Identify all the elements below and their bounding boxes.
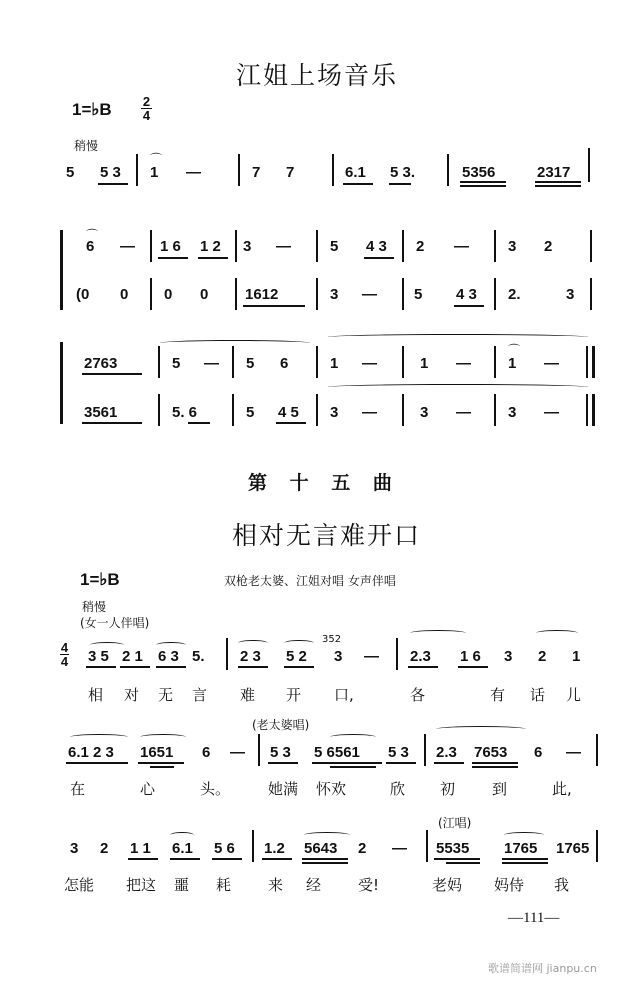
note: 2 1: [122, 648, 143, 665]
underline: [472, 762, 518, 764]
note: 7: [252, 164, 261, 181]
note: 1: [330, 355, 339, 372]
note: —: [454, 238, 469, 255]
note: —: [544, 404, 559, 421]
tie: [328, 334, 588, 340]
note: 5643: [304, 840, 338, 857]
note: 3: [334, 648, 343, 665]
barline: [232, 346, 234, 378]
note: 3: [504, 648, 513, 665]
lyric: 经: [306, 876, 322, 894]
note: 5 2: [286, 648, 307, 665]
barline: [402, 394, 404, 426]
note: 2.3: [410, 648, 431, 665]
note: 1 6: [160, 238, 181, 255]
note: —: [392, 840, 407, 857]
underline: [454, 305, 484, 307]
note: 2.: [508, 286, 521, 303]
barline: [494, 230, 496, 262]
note: 1 6: [460, 648, 481, 665]
underline: [198, 257, 228, 259]
lyric: 怎能: [64, 876, 95, 894]
note: 5: [246, 355, 255, 372]
note: 3: [243, 238, 252, 255]
note: 3: [566, 286, 575, 303]
performers-note: 双枪老太婆、江姐对唱 女声伴唱: [224, 574, 396, 588]
note: 1612: [245, 286, 279, 303]
lyric: 无: [158, 686, 174, 704]
note: 7653: [474, 744, 508, 761]
note: 5: [330, 238, 339, 255]
note: (0: [76, 286, 90, 303]
note: 2: [538, 648, 547, 665]
underline: [128, 858, 158, 860]
lyric: 把这: [126, 876, 157, 894]
barline: [150, 230, 152, 262]
note: —: [230, 744, 245, 761]
note: 0: [164, 286, 173, 303]
tie: [160, 340, 310, 346]
note: —: [362, 355, 377, 372]
slur: [70, 734, 128, 740]
lyric: 噩: [174, 876, 190, 894]
barline: [232, 394, 234, 426]
note: —: [362, 404, 377, 421]
lyric: 话: [530, 686, 546, 704]
note: —: [364, 648, 379, 665]
piece1-tempo: 稍慢: [74, 139, 99, 153]
system-bracket: [60, 342, 63, 424]
cue-jiang: (江唱): [438, 816, 472, 830]
note: 0: [120, 286, 129, 303]
note: 1: [150, 164, 159, 181]
lyric: 欣: [390, 780, 406, 798]
underline: [156, 666, 186, 668]
time-top: 4: [60, 640, 69, 655]
barline: [235, 278, 237, 310]
piece2-tempo: 稍慢: [82, 600, 107, 614]
underline: [389, 183, 411, 185]
underline: [86, 666, 116, 668]
note: 2 3: [240, 648, 261, 665]
note: —: [204, 355, 219, 372]
note: 2763: [84, 355, 118, 372]
barline: [238, 154, 240, 186]
fermata-icon: ⌒: [150, 152, 163, 166]
lyric: 初: [440, 780, 456, 798]
barline: [316, 230, 318, 262]
note: 4 3: [456, 286, 477, 303]
cue-old-lady: (老太婆唱): [252, 718, 310, 732]
final-barline: [592, 394, 595, 426]
note: 5 6: [214, 840, 235, 857]
barline: [494, 278, 496, 310]
underline: [243, 305, 305, 307]
barline: [402, 346, 404, 378]
note: 2: [358, 840, 367, 857]
underline: [302, 858, 348, 860]
underline: [302, 862, 348, 864]
barline: [588, 148, 590, 182]
underline: [408, 666, 438, 668]
note: 1765: [556, 840, 590, 857]
note: 2: [544, 238, 553, 255]
barline: [252, 830, 254, 862]
barline: [596, 734, 598, 766]
barline: [586, 394, 588, 426]
note: 1: [508, 355, 517, 372]
note: 1: [572, 648, 581, 665]
lyric: 言: [192, 686, 208, 704]
barline: [586, 346, 588, 378]
slur: [304, 832, 350, 838]
slur: [330, 734, 376, 740]
cue-chorus: (女一人伴唱): [80, 616, 150, 630]
note: 3561: [84, 404, 118, 421]
barline: [150, 278, 152, 310]
underline: [446, 862, 480, 864]
barline: [136, 154, 138, 186]
lyric: 我: [554, 876, 570, 894]
lyric: 此,: [552, 780, 572, 798]
note: —: [120, 238, 135, 255]
slur: [284, 640, 314, 646]
note: 2: [416, 238, 425, 255]
slur: [536, 630, 578, 636]
underline: [158, 257, 188, 259]
note: 1765: [504, 840, 538, 857]
lyric: 对: [124, 686, 140, 704]
barline: [235, 230, 237, 262]
underline: [535, 185, 581, 187]
note: 4 3: [366, 238, 387, 255]
note: —: [362, 286, 377, 303]
lyric: 受!: [358, 876, 380, 894]
barline: [396, 638, 398, 670]
underline: [330, 766, 376, 768]
slur: [504, 832, 544, 838]
note: 6: [202, 744, 211, 761]
barline: [226, 638, 228, 670]
barline: [494, 394, 496, 426]
slur: [140, 734, 186, 740]
barline: [596, 830, 598, 862]
time-bottom: 4: [60, 654, 69, 669]
underline: [284, 666, 314, 668]
note: 6.1: [172, 840, 193, 857]
barline: [590, 230, 592, 262]
slur: [410, 630, 466, 636]
barline: [316, 278, 318, 310]
note: 5.: [192, 648, 205, 665]
underline: [82, 373, 142, 375]
barline: [158, 394, 160, 426]
underline: [82, 422, 142, 424]
note: 5535: [436, 840, 470, 857]
underline: [268, 762, 298, 764]
fermata-icon: ⌒: [508, 343, 521, 357]
piece1-time-signature: [141, 96, 152, 121]
note: —: [186, 164, 201, 181]
note: 5 3: [388, 744, 409, 761]
note: 5: [66, 164, 75, 181]
time-top: 2: [142, 94, 151, 109]
note: —: [566, 744, 581, 761]
piece1-key-signature: 1=♭B: [72, 100, 112, 119]
note: 3: [508, 238, 517, 255]
underline: [535, 181, 581, 183]
note: 5. 6: [172, 404, 198, 421]
note: 6: [86, 238, 95, 255]
underline: [170, 858, 200, 860]
lyric: 开: [286, 686, 302, 704]
note: 6 3: [158, 648, 179, 665]
slur: [238, 640, 268, 646]
note: 1: [420, 355, 429, 372]
underline: [343, 183, 373, 185]
underline: [188, 422, 210, 424]
lyric: 来: [268, 876, 284, 894]
note: —: [276, 238, 291, 255]
piece2-key-signature: 1=♭B: [80, 570, 120, 589]
piece1-title: 江姐上场音乐: [236, 61, 399, 90]
note: 3: [420, 404, 429, 421]
time-bottom: 4: [142, 108, 151, 123]
barline: [426, 830, 428, 862]
lyric: 口,: [334, 686, 354, 704]
lyric: 老妈: [432, 876, 463, 894]
lyric: 她满: [268, 780, 299, 798]
note: —: [456, 404, 471, 421]
chapter-heading: 第 十 五 曲: [248, 472, 400, 494]
barline: [590, 278, 592, 310]
page-number: —111—: [508, 910, 560, 926]
note: 1.2: [264, 840, 285, 857]
note: 3: [330, 404, 339, 421]
note: 3: [508, 404, 517, 421]
note: 2: [100, 840, 109, 857]
lyric: 在: [70, 780, 86, 798]
tie: [328, 384, 588, 390]
underline: [502, 862, 548, 864]
underline: [66, 762, 128, 764]
underline: [472, 766, 518, 768]
note: 2317: [537, 164, 571, 181]
note: 5 3: [100, 164, 121, 181]
underline: [312, 762, 382, 764]
note: 6.1: [345, 164, 366, 181]
note: 3 5: [88, 648, 109, 665]
underline: [386, 762, 416, 764]
barline: [424, 734, 426, 766]
note: 5356: [462, 164, 496, 181]
lyric: 心: [140, 780, 156, 798]
note: 5 6561: [314, 744, 360, 761]
slur: [436, 726, 526, 732]
lyric: 头。: [200, 780, 231, 798]
note: 1 2: [200, 238, 221, 255]
barline: [316, 394, 318, 426]
note: 0: [200, 286, 209, 303]
lyric: 难: [240, 686, 256, 704]
barline: [402, 278, 404, 310]
underline: [98, 183, 128, 185]
piece2-time-signature: [60, 642, 69, 667]
note: —: [456, 355, 471, 372]
note: 5 3: [270, 744, 291, 761]
piece2-title: 相对无言难开口: [232, 521, 422, 550]
note: 5: [172, 355, 181, 372]
underline: [212, 858, 242, 860]
underline: [150, 766, 174, 768]
lyric: 相: [88, 686, 104, 704]
note: 4 5: [278, 404, 299, 421]
barline: [158, 346, 160, 378]
barline: [316, 346, 318, 378]
underline: [460, 185, 506, 187]
underline: [434, 858, 480, 860]
grace-notes: 352: [322, 634, 342, 645]
note: 3: [330, 286, 339, 303]
watermark: 歌谱简谱网 jianpu.cn: [488, 962, 597, 975]
underline: [364, 257, 394, 259]
underline: [434, 762, 464, 764]
lyric: 有: [490, 686, 506, 704]
underline: [120, 666, 150, 668]
note: 7: [286, 164, 295, 181]
lyric: 各: [410, 686, 426, 704]
lyric: 耗: [216, 876, 232, 894]
lyric: 儿: [566, 686, 582, 704]
note: 6.1 2 3: [68, 744, 114, 761]
underline: [502, 858, 548, 860]
lyric: 妈侍: [494, 876, 525, 894]
underline: [460, 181, 506, 183]
note: 5: [246, 404, 255, 421]
underline: [238, 666, 268, 668]
note: 1 1: [130, 840, 151, 857]
note: —: [544, 355, 559, 372]
slur: [170, 832, 194, 838]
note: 5 3.: [390, 164, 416, 181]
lyric: 到: [492, 780, 508, 798]
barline: [332, 154, 334, 186]
lyric: 怀欢: [316, 780, 347, 798]
system-bracket: [60, 230, 63, 310]
note: 3: [70, 840, 79, 857]
final-barline: [592, 346, 595, 378]
note: 6: [534, 744, 543, 761]
underline: [276, 422, 306, 424]
barline: [494, 346, 496, 378]
barline: [402, 230, 404, 262]
barline: [258, 734, 260, 766]
note: 1651: [140, 744, 174, 761]
barline: [447, 154, 449, 186]
note: 5: [414, 286, 423, 303]
underline: [458, 666, 488, 668]
note: 6: [280, 355, 289, 372]
underline: [138, 762, 184, 764]
note: 2.3: [436, 744, 457, 761]
fermata-icon: ⌒: [86, 228, 99, 242]
underline: [262, 858, 292, 860]
